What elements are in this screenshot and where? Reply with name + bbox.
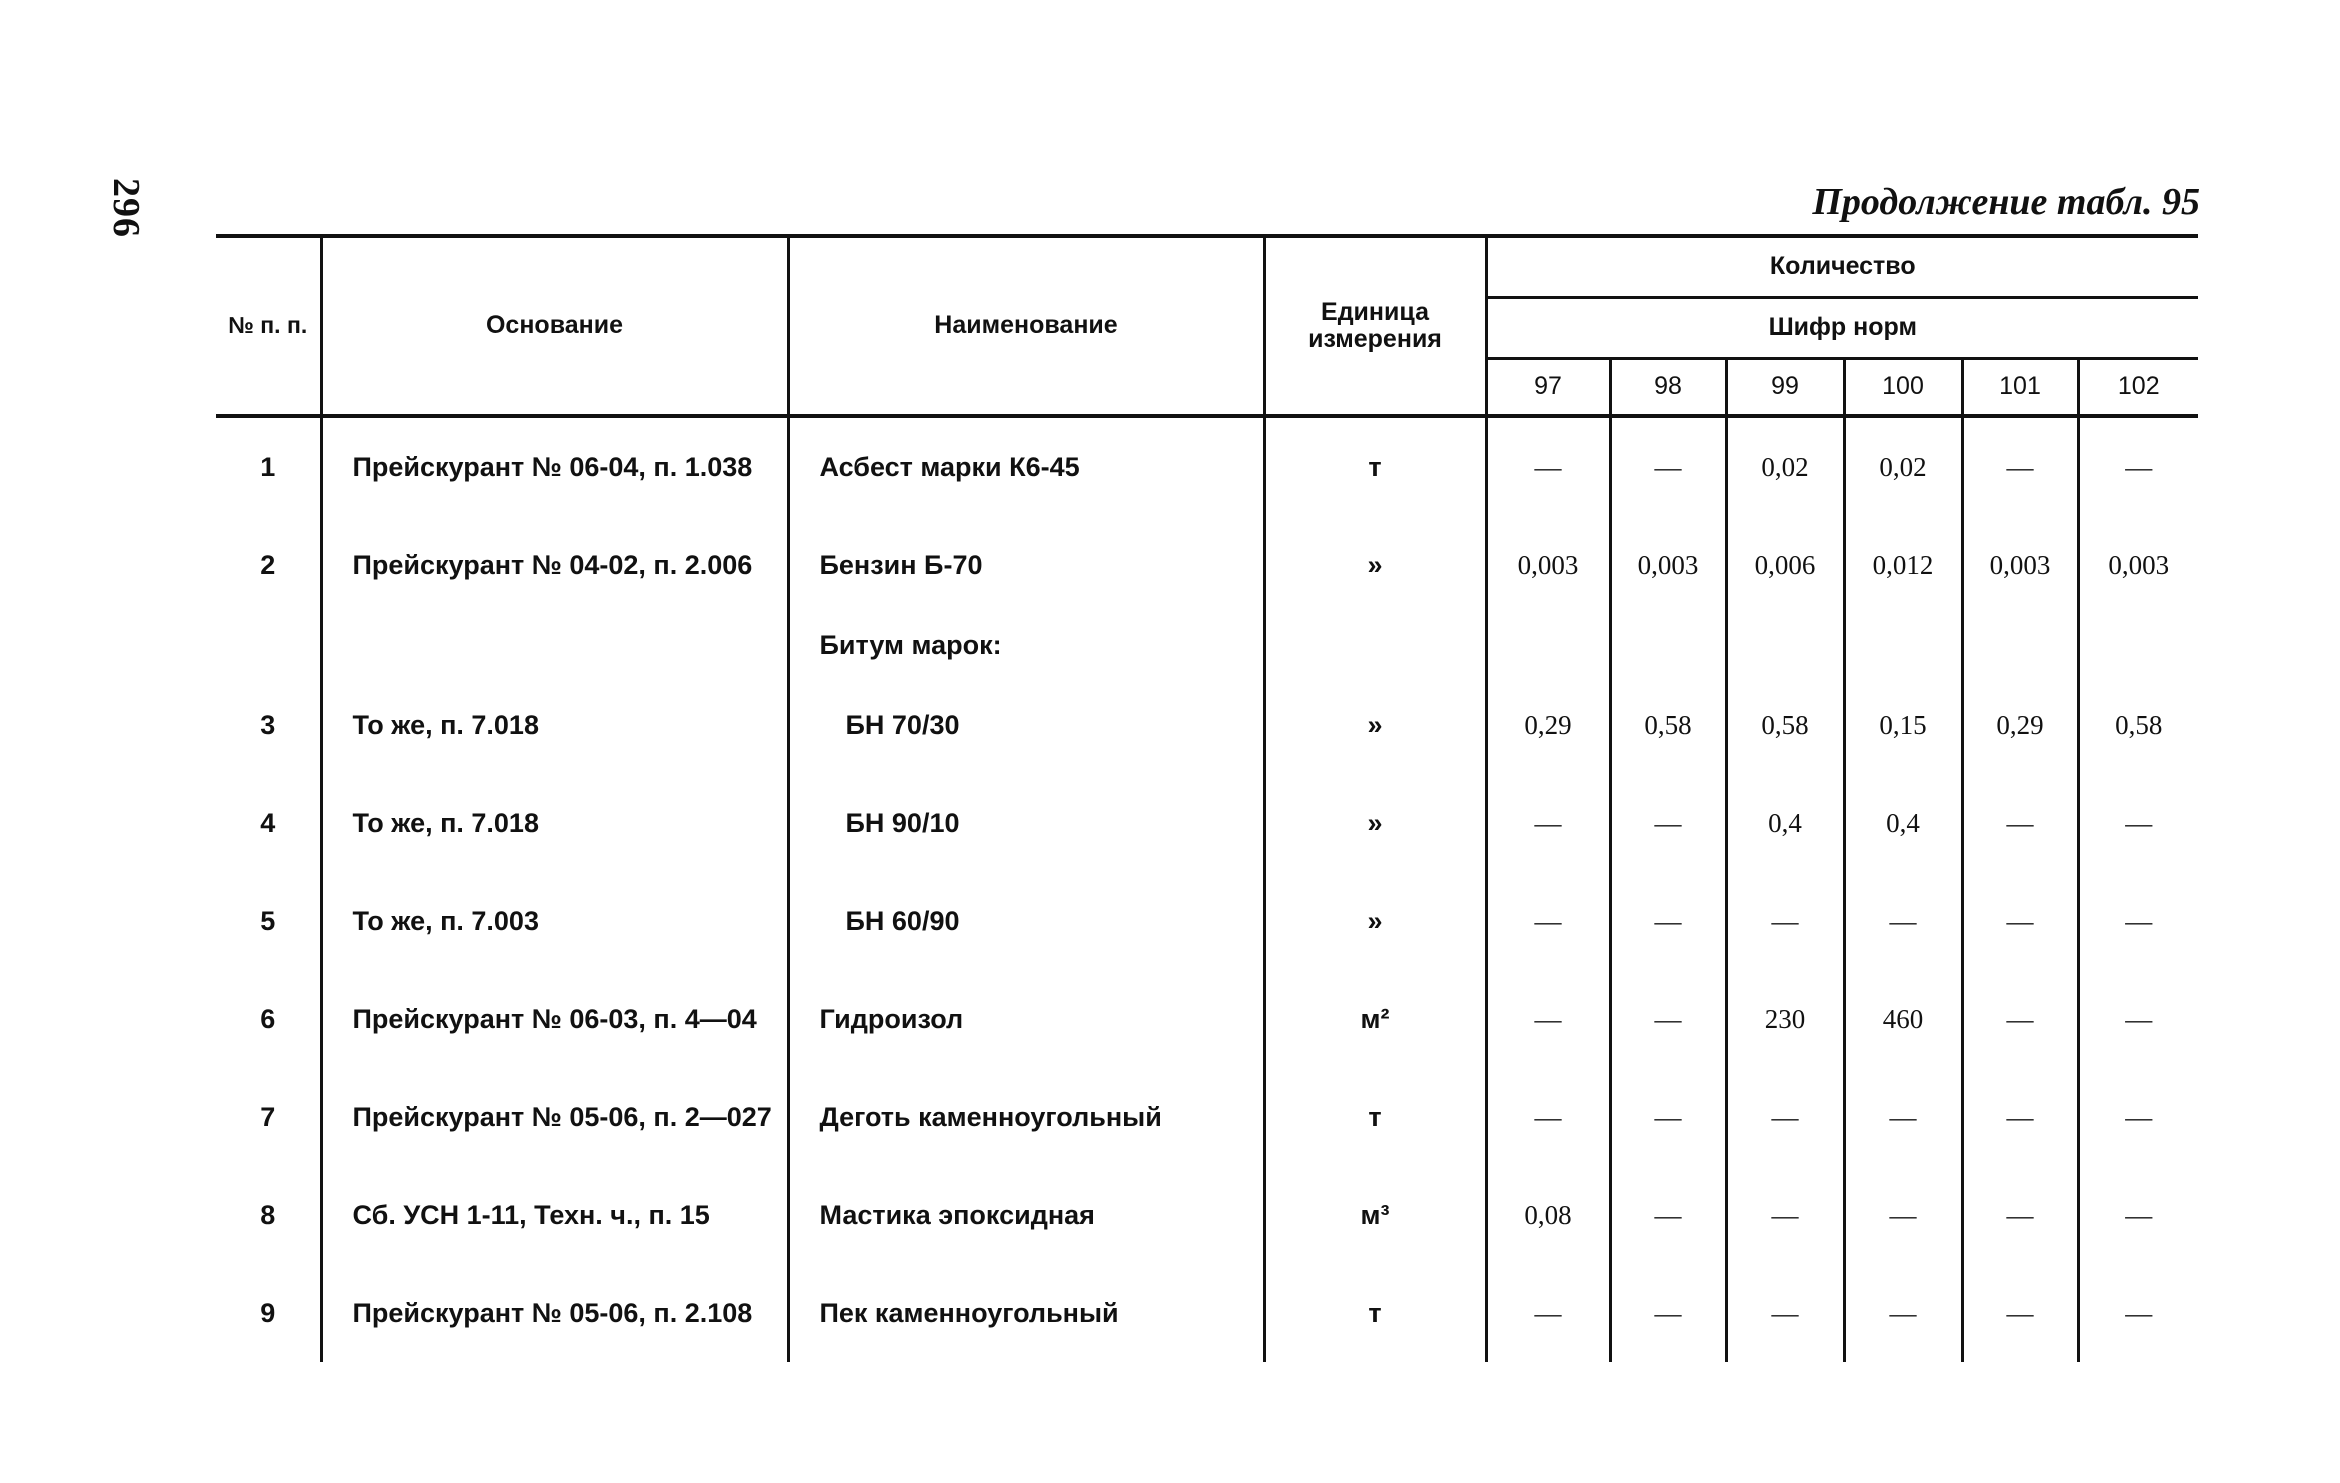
row-quantity: 0,003 [1962,516,2078,614]
row-unit [1264,614,1486,676]
row-number: 7 [216,1068,321,1166]
row-number: 9 [216,1264,321,1362]
row-quantity: 0,08 [1486,1166,1610,1264]
row-quantity: — [1610,970,1726,1068]
row-quantity [1962,614,2078,676]
row-quantity: 0,02 [1844,416,1962,516]
page-number: 296 [105,178,147,238]
row-basis: То же, п. 7.018 [321,676,788,774]
materials-table [216,234,2198,1362]
row-quantity: 0,012 [1844,516,1962,614]
row-number: 1 [216,416,321,516]
row-quantity [2078,614,2198,676]
row-quantity: — [1610,872,1726,970]
table-row [216,1068,2198,1166]
header-quantity: Количество [1486,236,2198,298]
row-quantity: — [1726,1068,1844,1166]
row-unit: » [1264,872,1486,970]
row-unit: м² [1264,970,1486,1068]
header-num: № п. п. [216,236,321,416]
table-row [216,1264,2198,1362]
row-quantity: — [2125,807,2153,838]
row-name: Пек каменноугольный [788,1264,1264,1362]
row-unit: » [1264,676,1486,774]
row-number: 2 [216,516,321,614]
row-unit: » [1264,774,1486,872]
row-quantity: — [2125,905,2153,936]
row-number: 4 [216,774,321,872]
row-quantity: — [1844,1166,1962,1264]
row-basis: Прейскурант № 05-06, п. 2—027 [321,1068,788,1166]
row-basis [321,614,788,676]
row-number: 5 [216,872,321,970]
row-quantity: 460 [1844,970,1962,1068]
row-quantity: — [2125,1199,2153,1230]
row-number [216,614,321,676]
row-quantity: — [1610,1166,1726,1264]
row-quantity: — [1962,774,2078,872]
row-quantity: 0,4 [1726,774,1844,872]
row-number: 8 [216,1166,321,1264]
row-unit: т [1264,416,1486,516]
row-name: БН 70/30 [788,676,1264,774]
header-code-102: 102 [2117,372,2160,401]
row-basis: Прейскурант № 06-04, п. 1.038 [321,416,788,516]
header-code-97: 97 [1486,359,1610,417]
row-quantity: — [2125,451,2153,482]
header-code-99: 99 [1726,359,1844,417]
row-quantity: 0,29 [1486,676,1610,774]
row-quantity: — [1486,872,1610,970]
row-name: БН 60/90 [788,872,1264,970]
table-row [216,516,2198,614]
row-basis: Прейскурант № 04-02, п. 2.006 [321,516,788,614]
row-quantity: — [1844,1068,1962,1166]
row-name: Мастика эпоксидная [788,1166,1264,1264]
table-row [216,1166,2198,1264]
row-quantity: — [1962,872,2078,970]
row-quantity: 0,02 [1726,416,1844,516]
table-continuation-caption: Продолжение табл. 95 [1812,181,2200,223]
row-name: Асбест марки К6-45 [788,416,1264,516]
row-basis: Прейскурант № 05-06, п. 2.108 [321,1264,788,1362]
row-quantity: 0,29 [1962,676,2078,774]
row-quantity: — [1844,1264,1962,1362]
row-name: Бензин Б-70 [788,516,1264,614]
table-row [216,872,2198,970]
row-quantity: 0,58 [1726,676,1844,774]
row-quantity: — [1962,1264,2078,1362]
header-code-98: 98 [1610,359,1726,417]
row-quantity: 230 [1726,970,1844,1068]
row-quantity: — [2125,1003,2153,1034]
row-number: 3 [216,676,321,774]
row-quantity: — [1486,774,1610,872]
row-quantity: — [1844,872,1962,970]
row-quantity: — [1962,970,2078,1068]
header-unit: Единица измерения [1264,236,1486,416]
row-quantity: — [1486,1264,1610,1362]
header-code-100: 100 [1844,359,1962,417]
row-quantity: — [1610,416,1726,516]
row-quantity: 0,15 [1844,676,1962,774]
table-row [216,774,2198,872]
row-quantity [1486,614,1610,676]
row-name: Битум марок: [788,614,1264,676]
table-header [216,236,2198,416]
header-basis: Основание [321,236,788,416]
row-quantity: — [1726,1264,1844,1362]
row-number: 6 [216,970,321,1068]
row-quantity: 0,58 [2115,709,2163,740]
row-quantity: 0,4 [1844,774,1962,872]
row-quantity: — [1486,416,1610,516]
row-basis: Прейскурант № 06-03, п. 4—04 [321,970,788,1068]
table-body [216,416,2198,1362]
row-unit: т [1264,1068,1486,1166]
row-quantity: — [1962,1166,2078,1264]
table-row [216,614,2198,676]
row-name: Деготь каменноугольный [788,1068,1264,1166]
row-basis: То же, п. 7.018 [321,774,788,872]
row-unit: м³ [1264,1166,1486,1264]
row-name: БН 90/10 [788,774,1264,872]
row-quantity: — [1726,1166,1844,1264]
row-quantity: 0,003 [1610,516,1726,614]
row-quantity [1844,614,1962,676]
table-row [216,416,2198,516]
row-quantity: — [1610,1068,1726,1166]
row-quantity: — [1962,416,2078,516]
row-quantity: — [1486,970,1610,1068]
row-quantity: — [1610,1264,1726,1362]
row-basis: То же, п. 7.003 [321,872,788,970]
row-quantity: — [1962,1068,2078,1166]
row-name: Гидроизол [788,970,1264,1068]
row-quantity: 0,003 [2108,549,2170,580]
row-unit: т [1264,1264,1486,1362]
table-row [216,676,2198,774]
row-quantity: — [1486,1068,1610,1166]
row-quantity: 0,006 [1726,516,1844,614]
header-norm-code: Шифр норм [1486,298,2198,359]
row-quantity [1726,614,1844,676]
row-quantity [1610,614,1726,676]
row-quantity: — [1726,872,1844,970]
row-quantity: — [2125,1297,2153,1328]
row-basis: Сб. УСН 1-11, Техн. ч., п. 15 [321,1166,788,1264]
row-unit: » [1264,516,1486,614]
header-name: Наименование [788,236,1264,416]
row-quantity: 0,58 [1610,676,1726,774]
header-code-101: 101 [1962,359,2078,417]
table-row [216,970,2198,1068]
row-quantity: — [1610,774,1726,872]
row-quantity: 0,003 [1486,516,1610,614]
row-quantity: — [2125,1101,2153,1132]
